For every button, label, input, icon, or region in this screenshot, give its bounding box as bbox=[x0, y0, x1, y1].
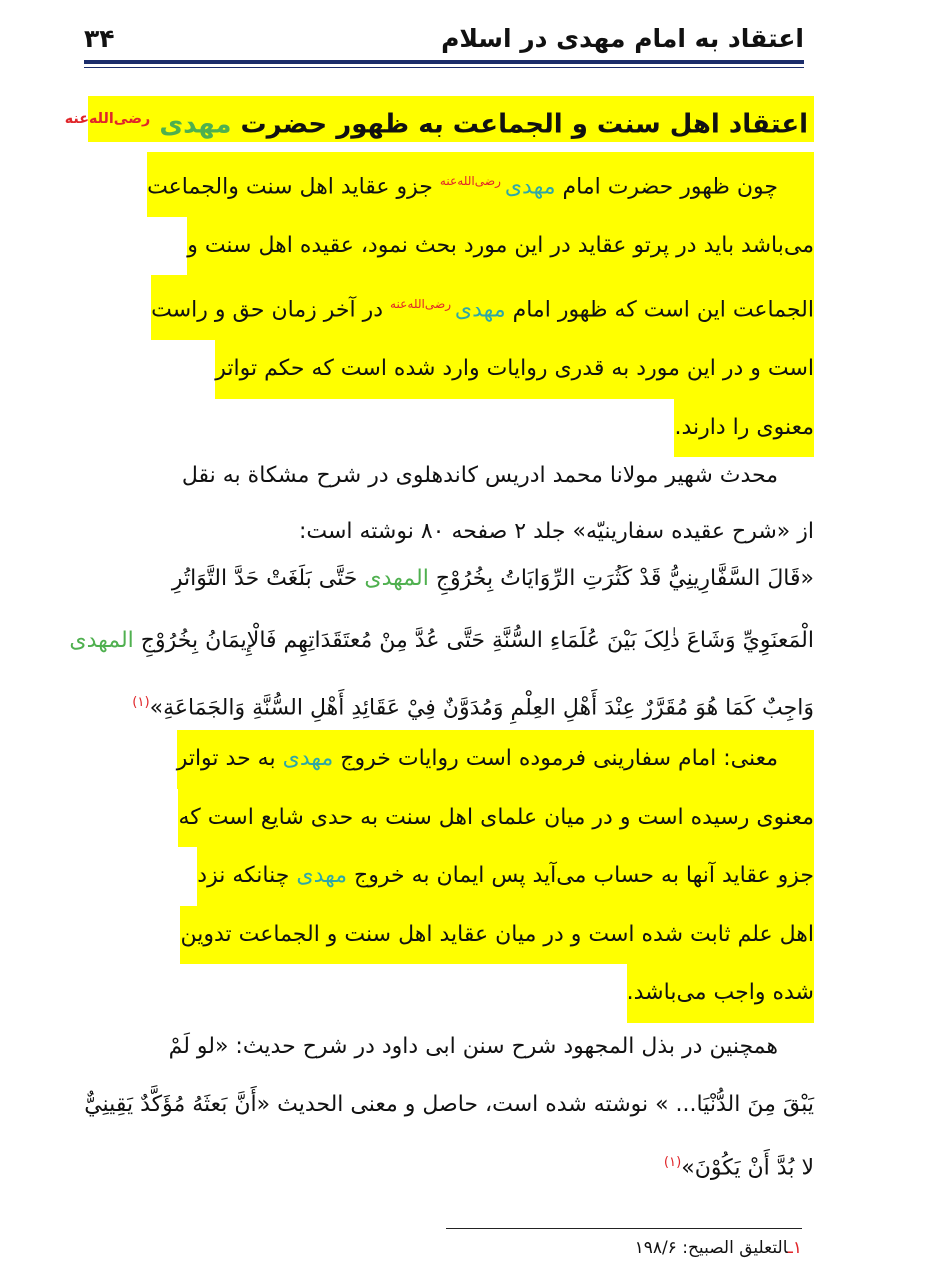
p1-l1-a: چون ظهور حضرت امام bbox=[555, 174, 778, 200]
paragraph-5 bbox=[84, 1018, 814, 1197]
p5-line-3 bbox=[84, 1134, 814, 1197]
footnote-rule bbox=[446, 1228, 802, 1229]
p4-line-4 bbox=[84, 906, 814, 965]
heading-text: اعتقاد اهل سنت و الجماعت به ظهور حضرت bbox=[240, 109, 808, 140]
p3-line-2 bbox=[69, 610, 814, 672]
p3-l3: وَاجِبٌ كَمَا هُوَ مُقَرَّرٌ عِنْدَ أَهْلِ العِلْمِ وَمُدَوَّنٌ فِيْ عَقَائِدِ أَهْلِ السُّنَّةِ وَالجَمَاعَةِ» bbox=[149, 695, 814, 721]
p3-l1-a: «قَالَ السَّفَّارِينِيُّ قَدْ كَثُرَتِ الرِّوَايَاتُ بِخُرُوْجِ bbox=[428, 566, 814, 591]
p5-line-1: همچنین در بذل المجهود شرح سنن ابی داود در شرح حدیث: «لو لَمْ bbox=[168, 1034, 778, 1059]
p1-line-3 bbox=[84, 275, 814, 340]
p4-l1-b: به حد تواتر bbox=[176, 746, 283, 771]
p4-l4: اهل علم ثابت شده است و در میان عقاید اهل سنت و الجماعت تدوین bbox=[180, 906, 814, 965]
running-title: اعتقاد به امام مهدی در اسلام bbox=[441, 23, 804, 53]
paragraph-3-quote bbox=[69, 548, 814, 739]
p4-l1-name: مهدی bbox=[282, 746, 334, 771]
p3-l2-a: الْمَعنَوِيِّ وَشَاعَ ذٰلِکَ بَيْنَ عُلَمَاءِ السُّنَّةِ حَتَّى عُدَّ مِنْ مُعتَقَدَاتِهِم فَالْإِيمَانُ بِخُرُوْجِ bbox=[133, 628, 814, 653]
p1-l4: است و در این مورد به قدری روایات وارد شده است که حکم تواتر bbox=[215, 340, 814, 399]
p1-l5: معنوی را دارند. bbox=[674, 399, 814, 458]
p4-l5: شده واجب می‌باشد. bbox=[627, 964, 814, 1023]
heading-name: مهدی bbox=[159, 109, 232, 140]
p3-l1-b: حَتَّى بَلَغَتْ حَدَّ التَّوَاتُرِ bbox=[171, 566, 365, 591]
footnote-ref: (۱) bbox=[132, 695, 150, 710]
section-heading bbox=[64, 96, 814, 142]
page-header bbox=[84, 18, 804, 58]
p5-l3: لا بُدَّ أَنْ يَكُوْنَ» bbox=[681, 1155, 814, 1181]
p4-l3-b: چنانکه نزد bbox=[197, 863, 297, 888]
p1-line-1 bbox=[84, 152, 814, 217]
p3-line-1 bbox=[84, 548, 814, 610]
p3-l1-name: المهدی bbox=[364, 566, 429, 591]
header-rule-thin bbox=[84, 67, 804, 68]
p4-l3-a: جزو عقاید آنها به حساب می‌آید پس ایمان به خروج bbox=[347, 863, 814, 888]
paragraph-1 bbox=[84, 152, 814, 457]
p5-line-2: يَبْقَ مِنَ الدُّنْيَا... » نوشته شده است، حاصل و معنی الحدیث «أَنَّ بَعثَهُ مُؤَكَّدٌ يَقِينِيٌّ bbox=[84, 1092, 814, 1117]
p4-l3-name: مهدی bbox=[296, 863, 348, 888]
footnote-text: التعليق الصبيح: ۱۹۸/۶ bbox=[634, 1238, 788, 1258]
footnote-number: ۱ـ bbox=[787, 1238, 802, 1258]
p1-l3-a: الجماعت این است که ظهور امام bbox=[505, 297, 814, 323]
p2-line-2: از «شرح عقیده سفارینیّه» جلد ۲ صفحه ۸۰ نوشته است: bbox=[298, 519, 814, 544]
p4-line-5 bbox=[84, 964, 814, 1023]
p1-l3-b: در آخر زمان حق و راست bbox=[151, 297, 390, 323]
header-rule bbox=[84, 60, 804, 64]
p1-line-4 bbox=[84, 340, 814, 399]
p4-l1-a: معنی: امام سفارینی فرموده است روایات خروج bbox=[333, 746, 778, 771]
p4-line-2 bbox=[84, 789, 814, 848]
honorific-icon: رضی‌الله‌عنه bbox=[64, 111, 151, 127]
p3-l2-name: المهدی bbox=[69, 628, 134, 653]
p1-l3-name: مهدی bbox=[454, 297, 506, 323]
p1-line-2 bbox=[84, 217, 814, 276]
p1-l1-b: جزو عقاید اهل سنت والجماعت bbox=[147, 174, 440, 200]
p1-l1-name: مهدی bbox=[504, 174, 556, 200]
page-number: ۳۴ bbox=[84, 23, 115, 53]
p4-line-1 bbox=[84, 730, 814, 789]
paragraph-4 bbox=[84, 730, 814, 1023]
paragraph-2 bbox=[84, 448, 814, 560]
footnote bbox=[635, 1238, 802, 1258]
honorific-icon: رضی‌الله‌عنه bbox=[389, 297, 455, 312]
footnote-ref: (۱) bbox=[663, 1155, 682, 1170]
p2-line-1: محدث شهیر مولانا محمد ادریس کاندهلوی در شرح مشکاة به نقل bbox=[181, 463, 778, 488]
p1-l2: می‌باشد باید در پرتو عقاید در این مورد بحث نمود، عقیده اهل سنت و bbox=[187, 217, 814, 276]
p4-line-3 bbox=[84, 847, 814, 906]
honorific-icon: رضی‌الله‌عنه bbox=[439, 174, 505, 188]
p4-l2: معنوی رسیده است و در میان علمای اهل سنت به حدی شایع است که bbox=[178, 789, 814, 848]
